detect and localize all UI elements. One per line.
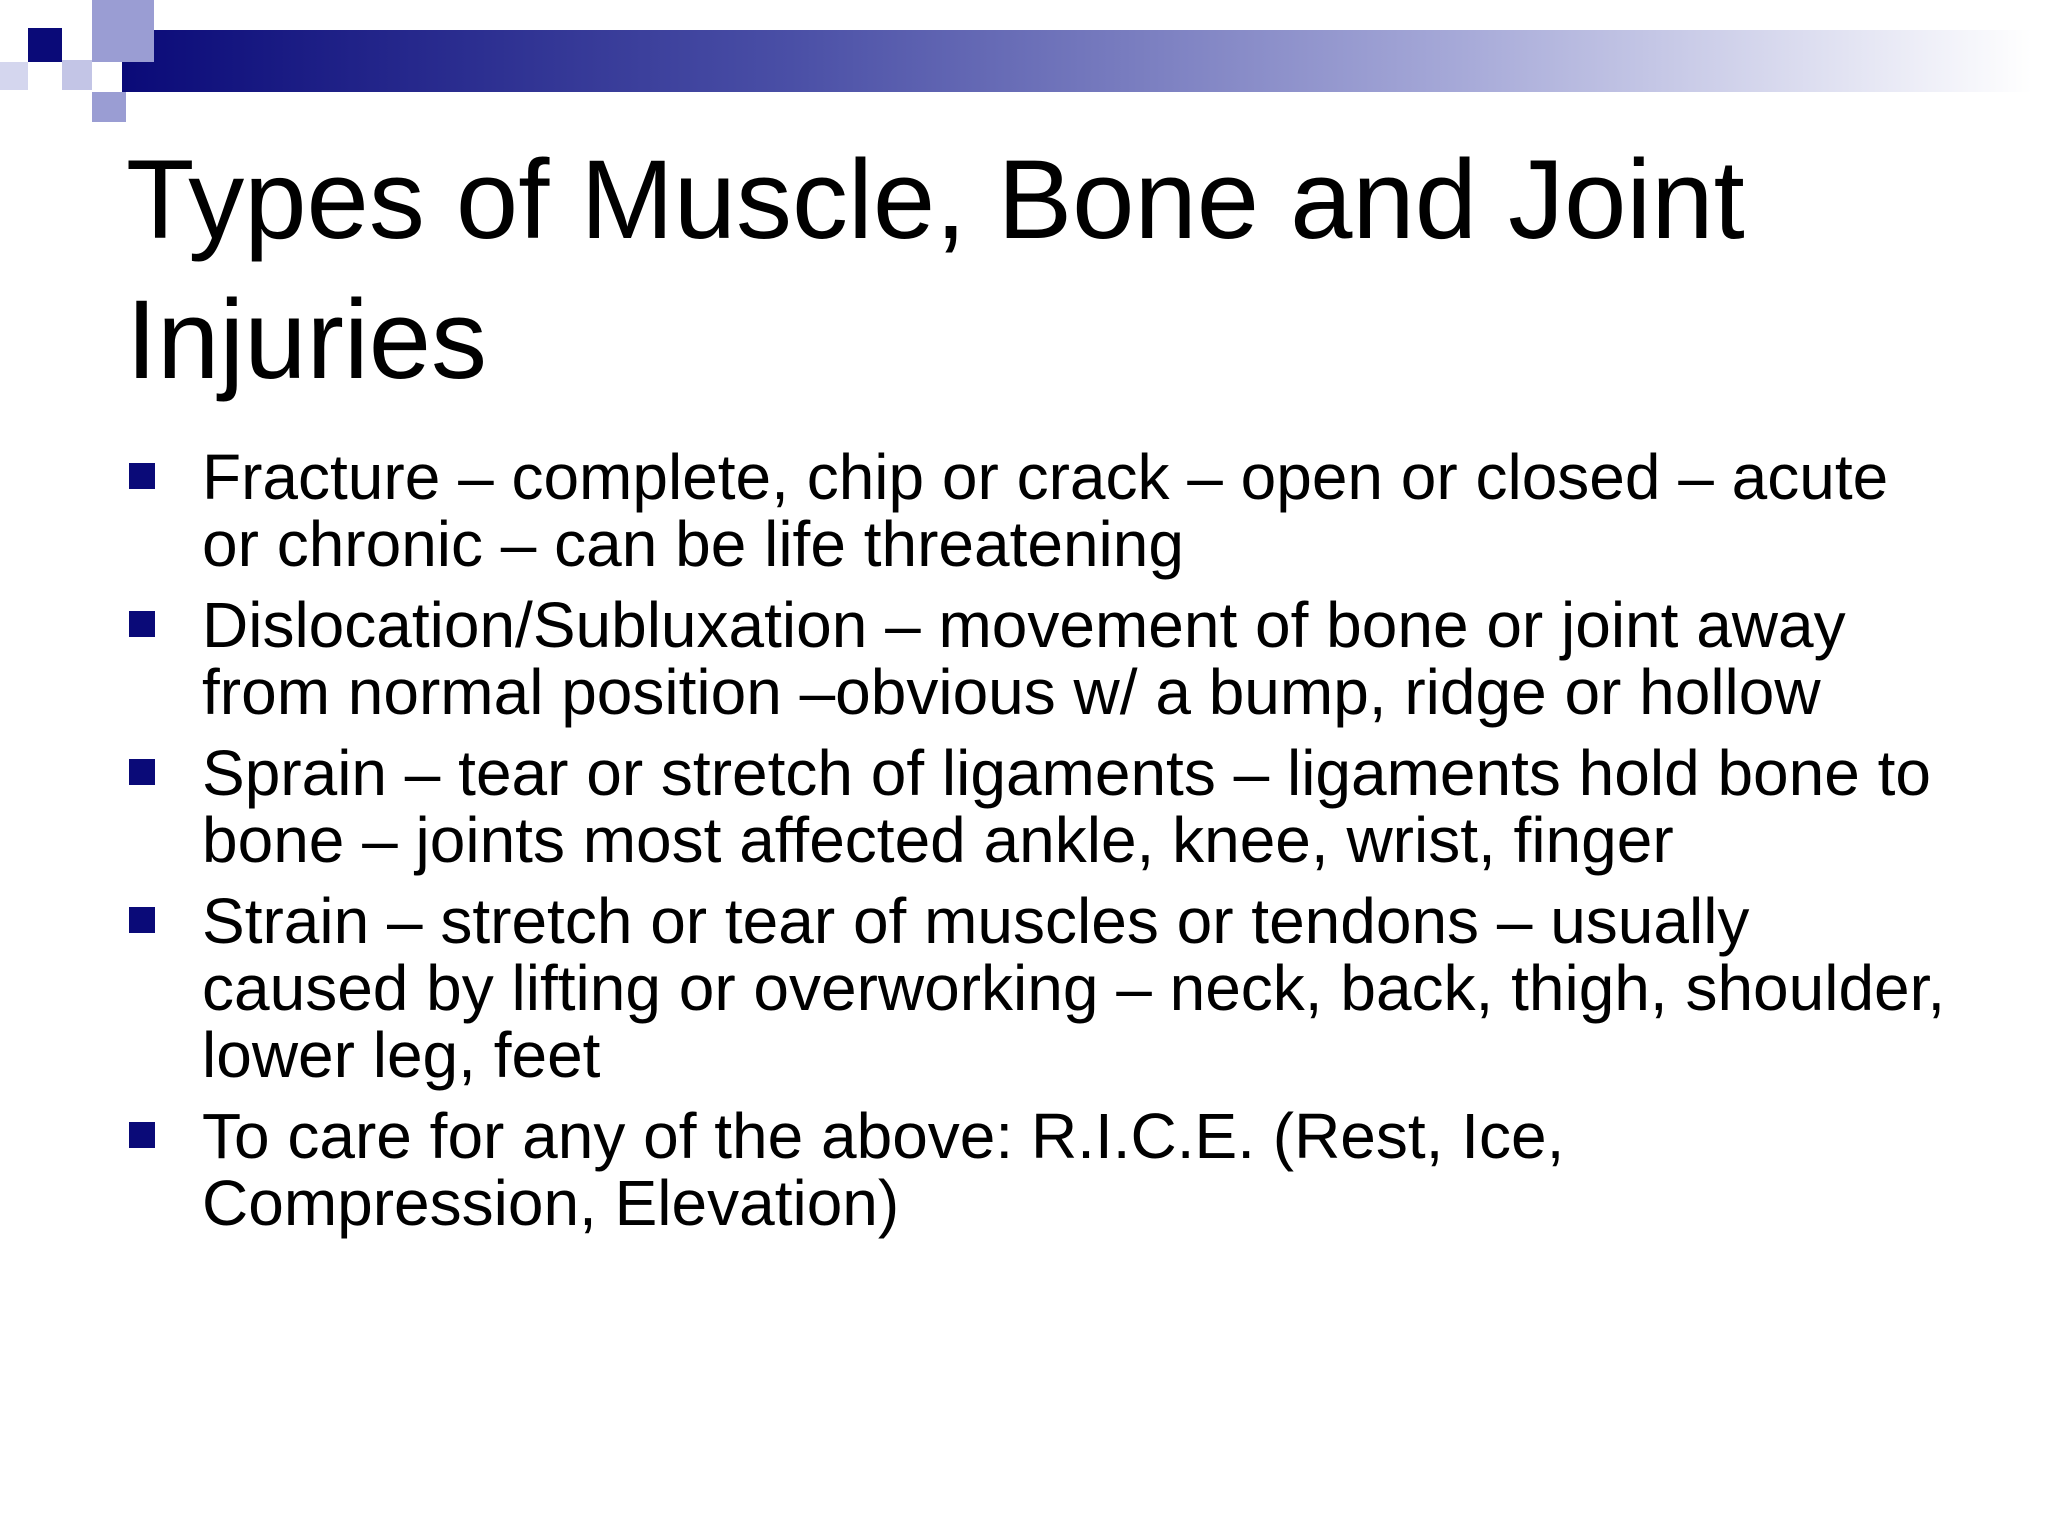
header-gradient-bar xyxy=(122,30,2032,92)
square-bullet-icon xyxy=(129,1122,155,1148)
bullet-item xyxy=(126,737,1956,876)
bullet-item xyxy=(126,885,1956,1091)
bullet-text: Dislocation/Subluxation – movement of bone or joint away from normal position –obvious w/ a bump, ridge or hollow xyxy=(202,589,1846,728)
square-bullet-icon xyxy=(129,759,155,785)
bullet-item xyxy=(126,441,1956,580)
slide-title: Types of Muscle, Bone and Joint Injuries xyxy=(126,137,1745,402)
square-bullet-icon xyxy=(129,907,155,933)
square-bullet-icon xyxy=(129,463,155,489)
bullet-item xyxy=(126,589,1956,728)
square-bullet-icon xyxy=(129,611,155,637)
bullet-text: To care for any of the above: R.I.C.E. (Rest, Ice, Compression, Elevation) xyxy=(202,1100,1565,1239)
corner-squares-decoration xyxy=(0,0,160,124)
bullet-list xyxy=(126,441,1956,1251)
bullet-item xyxy=(126,1100,1956,1239)
bullet-text: Fracture – complete, chip or crack – open or closed – acute or chronic – can be life threatening xyxy=(202,441,1889,580)
bullet-text: Strain – stretch or tear of muscles or tendons – usually caused by lifting or overworking – neck, back, thigh, shoulder, lower leg, feet xyxy=(202,885,1946,1091)
bullet-text: Sprain – tear or stretch of ligaments – ligaments hold bone to bone – joints most affected ankle, knee, wrist, finger xyxy=(202,737,1931,876)
